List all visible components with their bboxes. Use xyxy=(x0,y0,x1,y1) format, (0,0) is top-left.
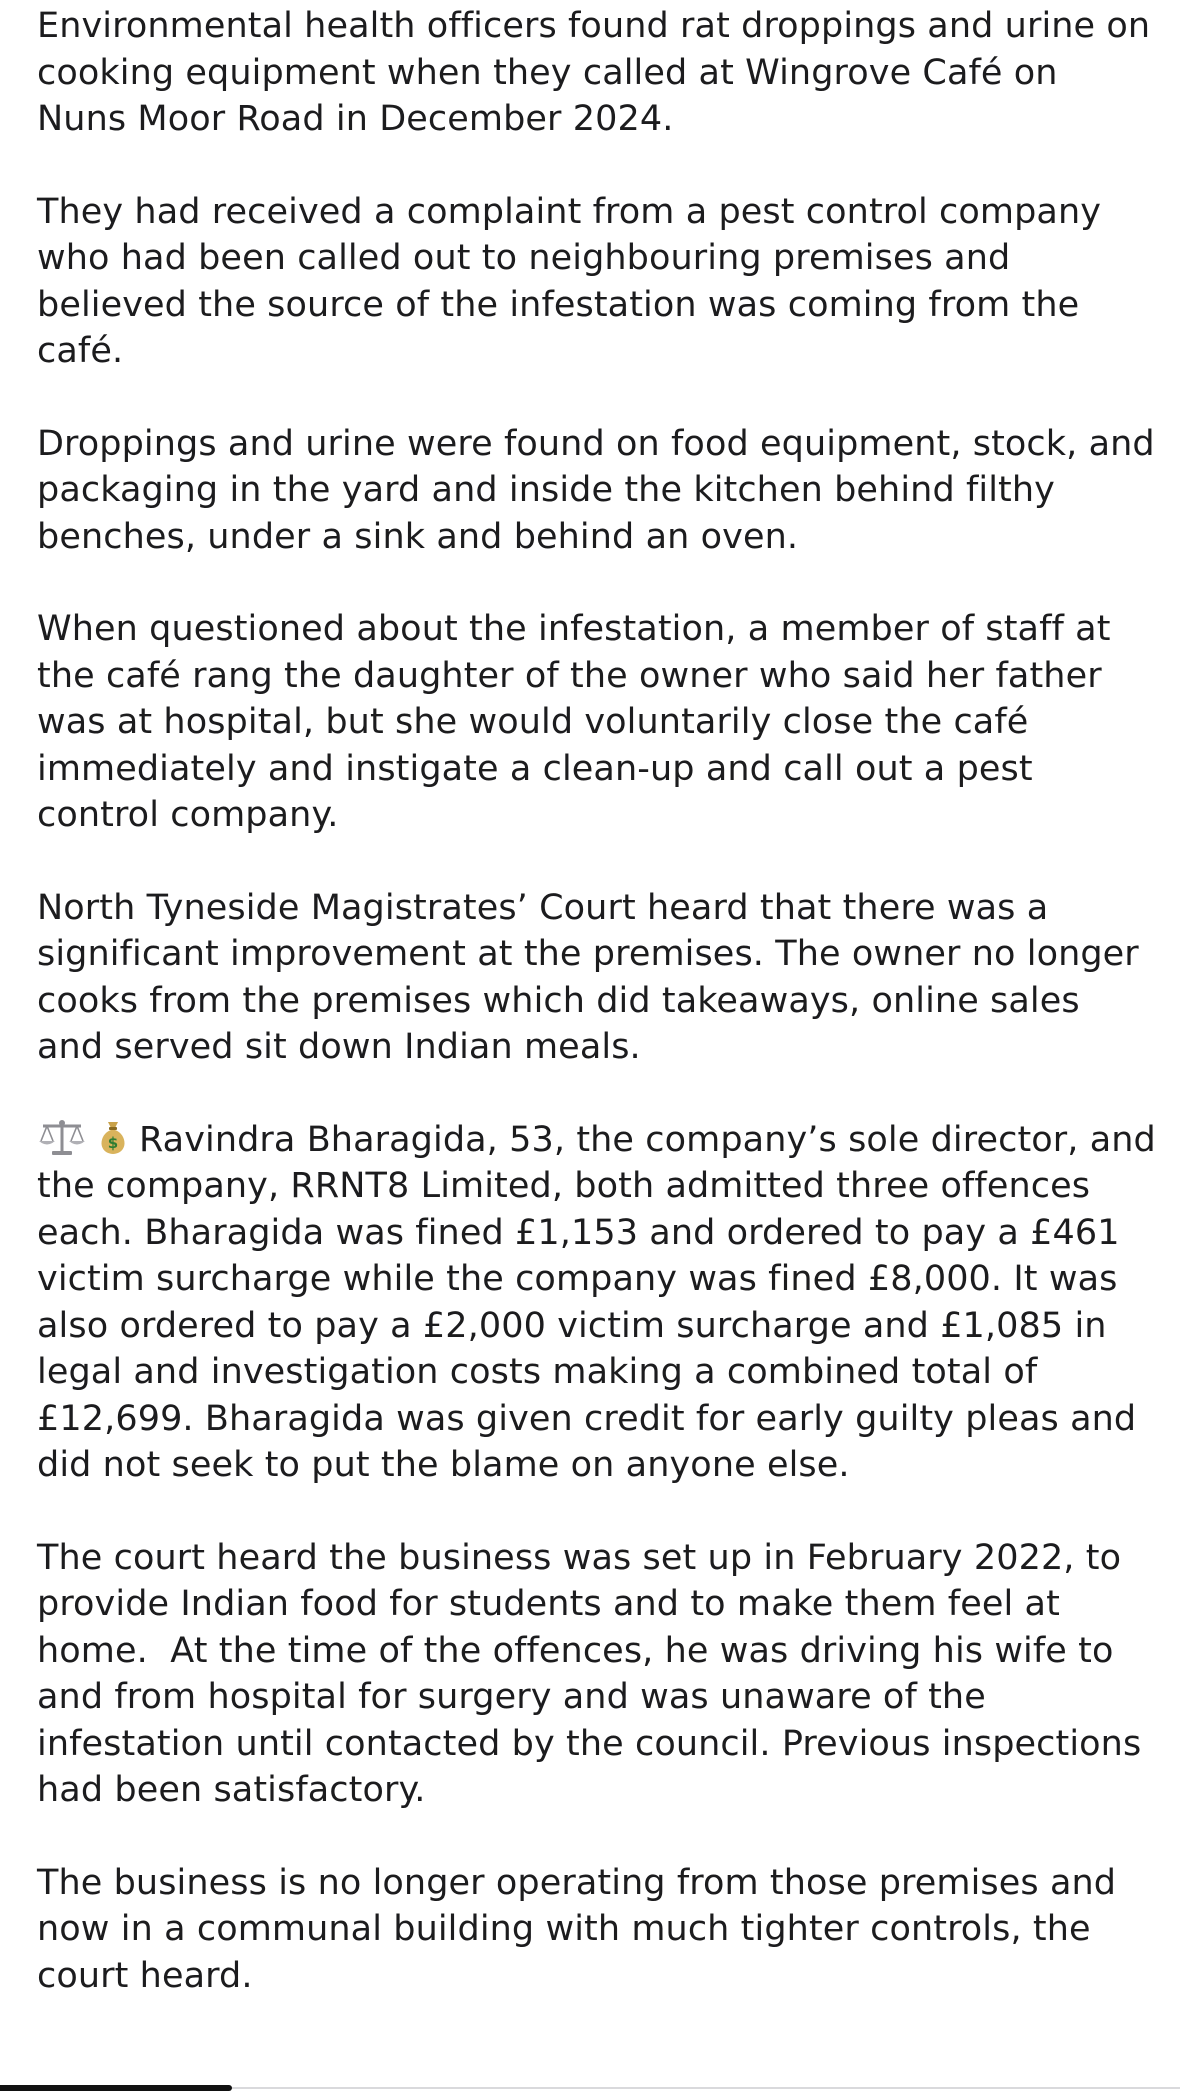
post-paragraph-6 xyxy=(37,1117,1168,1489)
post-paragraph-1: Environmental health officers found rat droppings and urine on cooking equipment when they called at Wingrove Café on Nuns Moor Road in December 2024. xyxy=(37,6,1162,139)
post-paragraph-6-text: Ravindra Bharagida, 53, the company’s sole director, and the company, RRNT8 Limited, both admitted three offences each. Bharagida was fined £1,153 and ordered to pay a £461 victim surcharge while the company was fined £8,000. It was also ordered to pay a £2,000 victim surcharge and £1,085 in legal and investigation costs making a combined total of £12,699. Bharagida was given credit for early guilty pleas and did not seek to put the blame on anyone else. xyxy=(37,1119,1168,1485)
post-paragraph-2: They had received a complaint from a pest control company who had been called out to neighbouring premises and believed the source of the infestation was coming from the café. xyxy=(37,191,1113,371)
scroll-indicator[interactable] xyxy=(0,2085,232,2091)
post-body xyxy=(37,3,1168,2045)
post-paragraph-3: Droppings and urine were found on food equipment, stock, and packaging in the yard and inside the kitchen behind filthy benches, under a sink and behind an oven. xyxy=(37,423,1166,557)
post-paragraph-8: The business is no longer operating from those premises and now in a communal building with much tighter controls, the court heard. xyxy=(37,1862,1128,1996)
post-paragraph-7: The court heard the business was set up in February 2022, to provide Indian food for students and to make them feel at home. At the time of the offences, he was driving his wife to and from hospital for surgery and was unaware of the infestation until contacted by the council. Previous inspections had been satisfactory. xyxy=(37,1537,1153,1810)
balance-scale-icon xyxy=(37,1117,87,1157)
svg-text:$: $ xyxy=(107,1133,119,1152)
post-paragraph-4: When questioned about the infestation, a member of staff at the café rang the daughter of the owner who said her father was at hospital, but she would voluntarily close the café immediately and instigate a clean-up and call out a pest control company. xyxy=(37,609,1122,835)
post-paragraph-5: North Tyneside Magistrates’ Court heard that there was a significant improvement at the premises. The owner no longer cooks from the premises which did takeaways, online sales and served sit down Indian meals. xyxy=(37,887,1151,1067)
money-bag-icon xyxy=(93,1117,133,1157)
